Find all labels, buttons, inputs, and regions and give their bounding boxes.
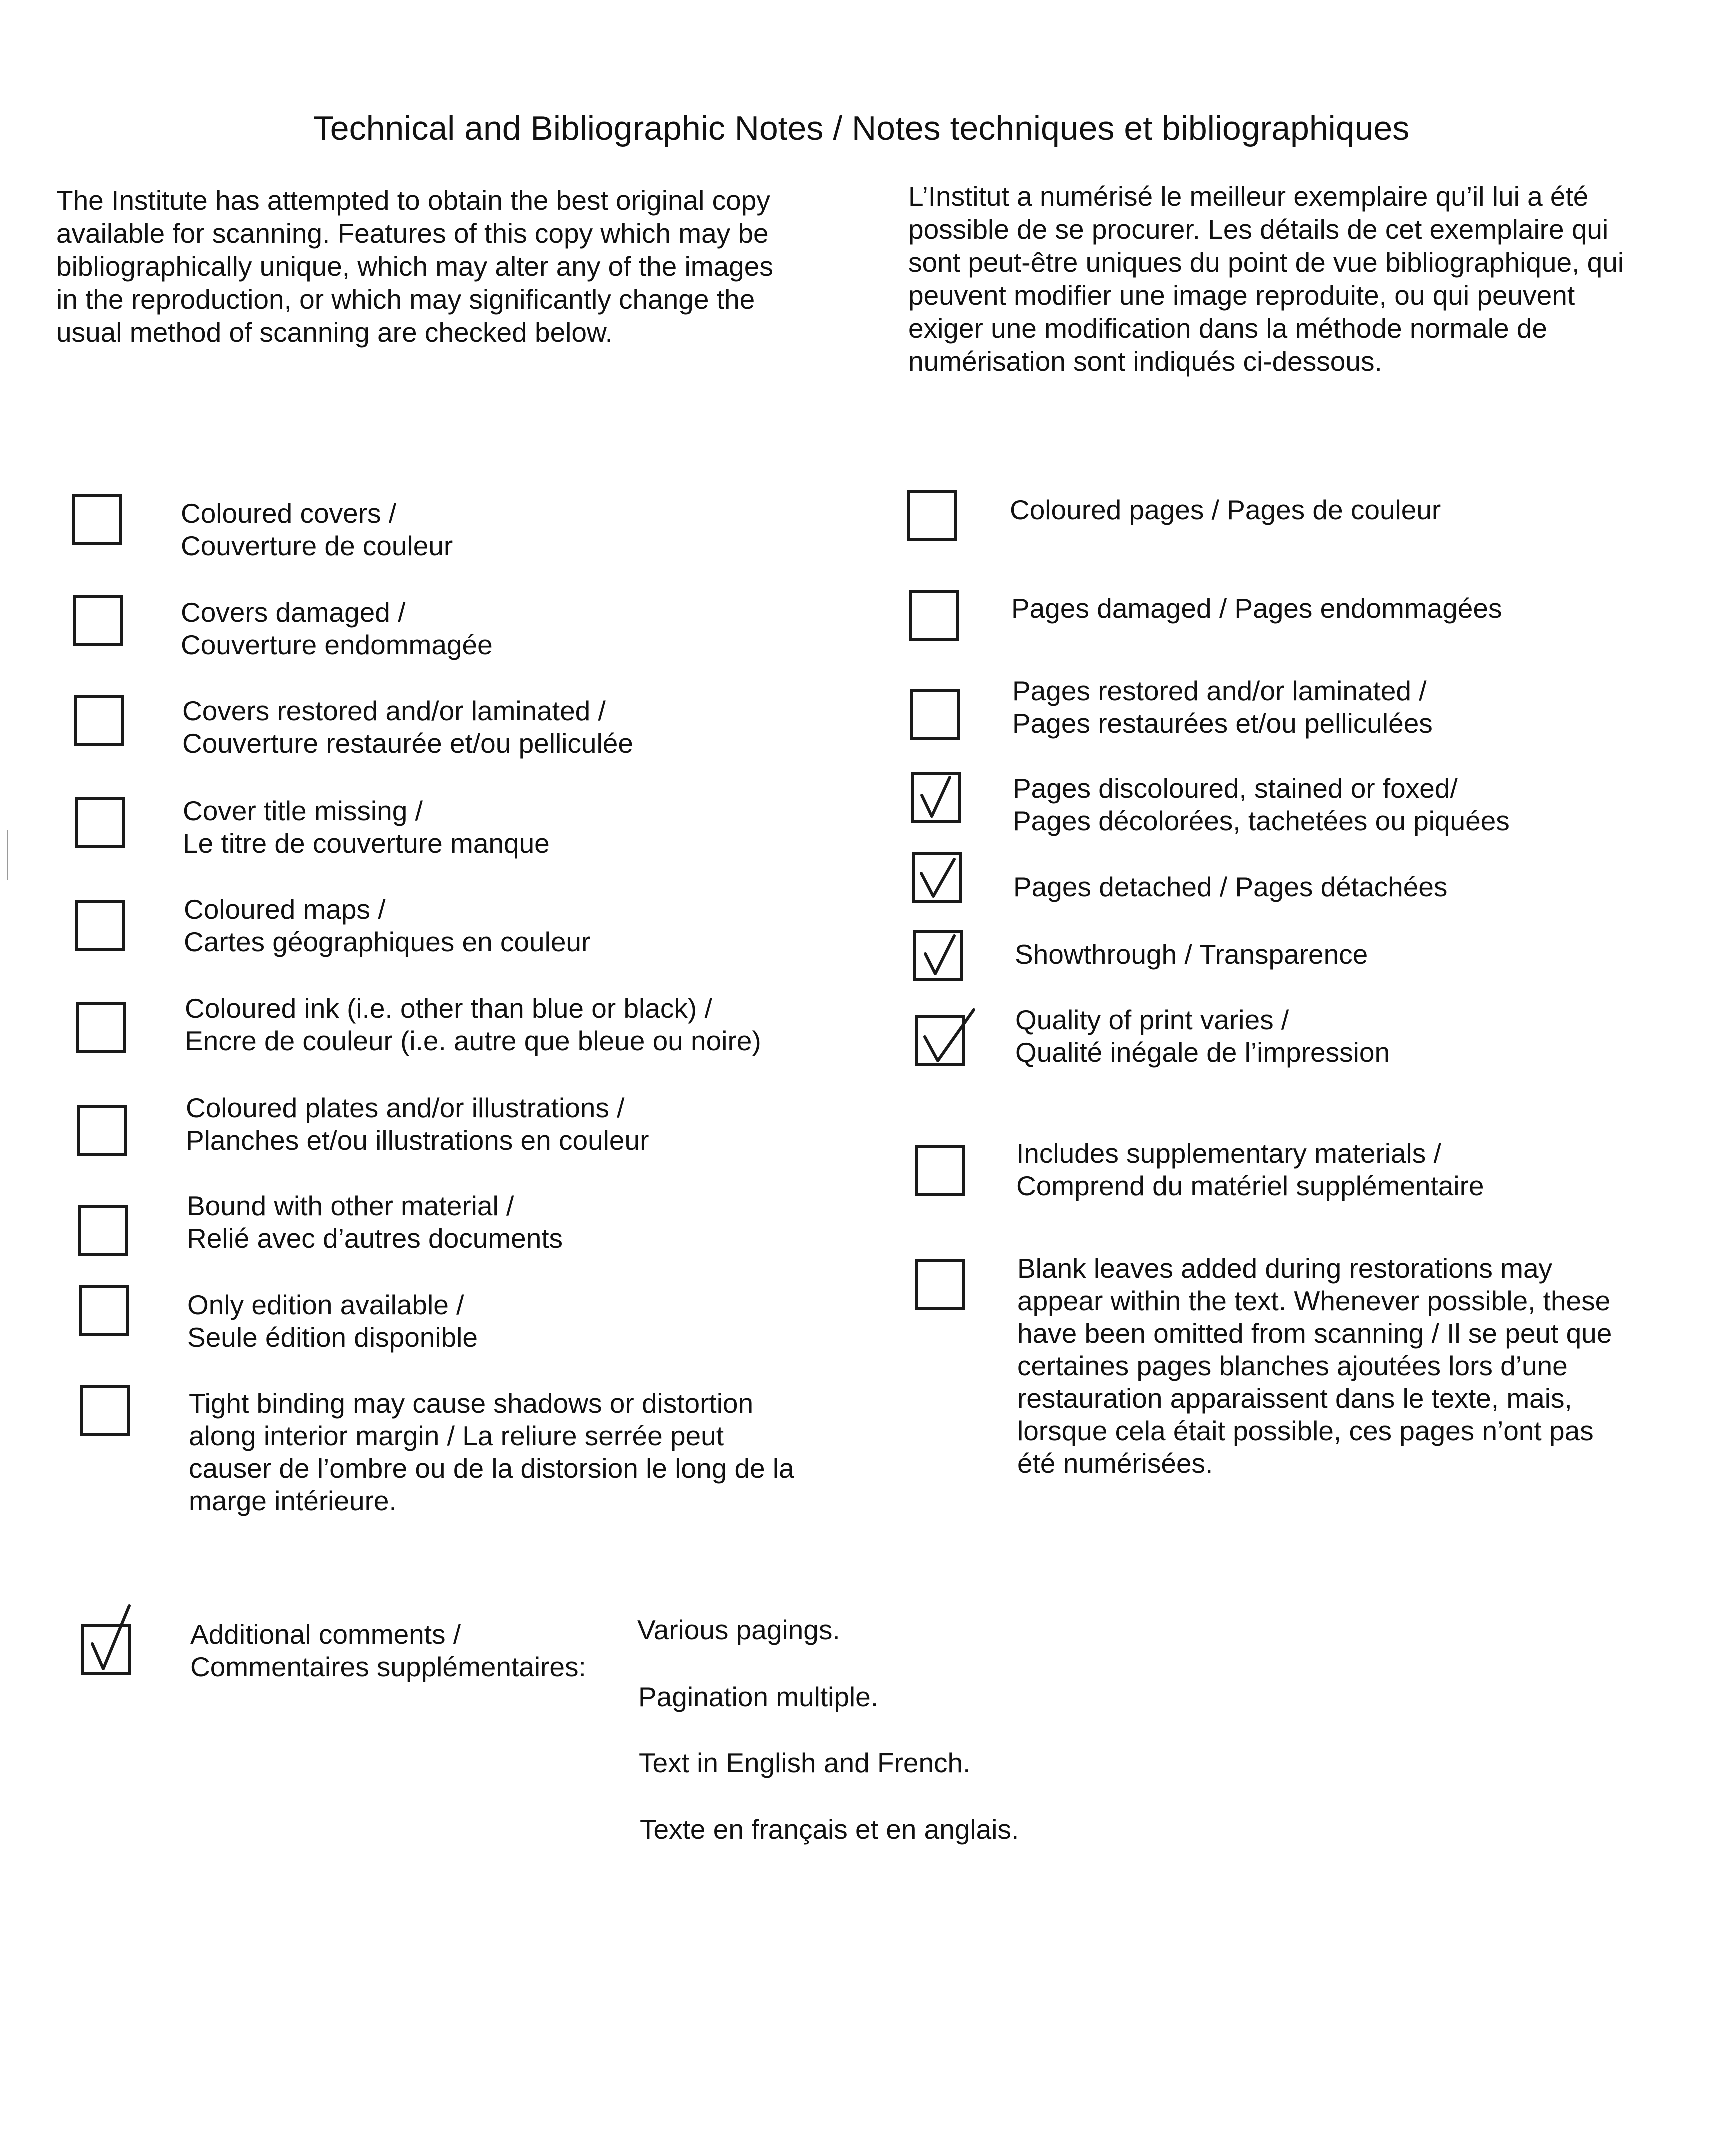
checkbox[interactable]	[910, 689, 960, 740]
intro-line: available for scanning. Features of this copy which may be	[56, 218, 769, 249]
checkbox[interactable]	[73, 595, 123, 646]
item-label: Pages restored and/or laminated / Pages restaurées et/ou pelliculées	[1012, 676, 1433, 739]
item-label: Pages discoloured, stained or foxed/ Pages décolorées, tachetées ou piquées	[1013, 773, 1510, 836]
intro-line: exiger une modification dans la méthode normale de	[908, 313, 1548, 344]
item-label: Pages damaged / Pages endommagées	[1012, 593, 1502, 624]
item-label: Blank leaves added during restorations may appear within the text. Whenever possible, these have been omitted from scanning / Il se peut que certaines pages blanches ajoutées lors d’une restauration apparaissent dans le texte, mais, lorsque cela était possible, ces pages n’ont pas été numérisées.	[1018, 1253, 1612, 1479]
checkbox[interactable]	[914, 930, 964, 981]
intro-line: The Institute has attempted to obtain the best original copy	[56, 185, 770, 216]
item-label: Covers damaged / Couverture endommagée	[181, 597, 493, 660]
checkbox[interactable]	[911, 772, 961, 824]
checkbox[interactable]	[915, 1015, 965, 1066]
item-label: Coloured pages / Pages de couleur	[1010, 494, 1442, 526]
comment-text: Text in English and French.	[639, 1748, 971, 1778]
item-label: Covers restored and/or laminated / Couverture restaurée et/ou pelliculée	[182, 696, 634, 759]
checkbox[interactable]	[80, 1385, 130, 1436]
checkmark-icon	[915, 1015, 965, 1066]
item-label: Only edition available / Seule édition disponible	[188, 1290, 478, 1353]
checkbox[interactable]	[74, 695, 124, 746]
item-label: Coloured maps / Cartes géographiques en couleur	[184, 894, 591, 958]
page-title: Technical and Bibliographic Notes / Notes techniques et bibliographiques	[313, 110, 1410, 148]
checkbox[interactable]	[75, 798, 125, 848]
intro-line: possible de se procurer. Les détails de cet exemplaire qui	[908, 214, 1609, 245]
checkbox[interactable]	[912, 852, 962, 904]
checkmark-icon	[914, 930, 964, 981]
intro-line: bibliographically unique, which may alter any of the images	[56, 251, 774, 282]
checkbox[interactable]	[78, 1205, 128, 1256]
intro-line: in the reproduction, or which may significantly change the	[56, 284, 756, 315]
checkbox[interactable]	[82, 1624, 132, 1675]
checkbox[interactable]	[915, 1145, 965, 1196]
checkmark-icon	[82, 1624, 132, 1675]
item-label: Additional comments / Commentaires supplémentaires:	[190, 1619, 586, 1682]
item-label: Includes supplementary materials / Comprend du matériel supplémentaire	[1016, 1138, 1484, 1202]
item-label: Pages detached / Pages détachées	[1014, 872, 1448, 902]
intro-line: sont peut-être uniques du point de vue bibliographique, qui	[908, 247, 1624, 278]
checkbox[interactable]	[908, 490, 958, 541]
checkbox[interactable]	[72, 494, 122, 545]
checkbox[interactable]	[78, 1105, 128, 1156]
intro-line: usual method of scanning are checked below.	[56, 317, 613, 348]
item-label: Cover title missing / Le titre de couverture manque	[183, 796, 550, 859]
checkmark-icon	[911, 772, 961, 824]
comment-text: Various pagings.	[638, 1614, 840, 1646]
item-label: Bound with other material / Relié avec d’autres documents	[187, 1190, 564, 1254]
intro-french	[908, 180, 1624, 378]
checkbox[interactable]	[76, 1002, 126, 1054]
item-label: Coloured plates and/or illustrations / Planches et/ou illustrations en couleur	[186, 1092, 650, 1156]
comment-text: Texte en français et en anglais.	[640, 1814, 1020, 1845]
comment-text: Pagination multiple.	[638, 1682, 879, 1712]
intro-english	[56, 184, 774, 349]
item-label: Coloured covers / Couverture de couleur	[181, 498, 454, 562]
checkbox[interactable]	[915, 1259, 965, 1310]
item-label: Quality of print varies / Qualité inégale de l’impression	[1016, 1004, 1390, 1068]
checkbox[interactable]	[76, 900, 126, 951]
item-label: Tight binding may cause shadows or distortion along interior margin / La reliure serrée peut causer de l’ombre ou de la distorsion le long de la marge intérieure.	[189, 1388, 794, 1516]
intro-line: peuvent modifier une image reproduite, ou qui peuvent	[908, 280, 1576, 311]
checkbox[interactable]	[909, 590, 959, 641]
checkbox[interactable]	[79, 1285, 129, 1336]
intro-line: L’Institut a numérisé le meilleur exemplaire qu’il lui a été	[908, 181, 1589, 212]
margin-mark	[7, 830, 8, 880]
checkmark-icon	[912, 852, 962, 904]
item-label: Showthrough / Transparence	[1015, 939, 1368, 970]
intro-line: numérisation sont indiqués ci-dessous.	[908, 346, 1382, 377]
item-label: Coloured ink (i.e. other than blue or black) / Encre de couleur (i.e. autre que bleue ou noire)	[185, 993, 762, 1056]
